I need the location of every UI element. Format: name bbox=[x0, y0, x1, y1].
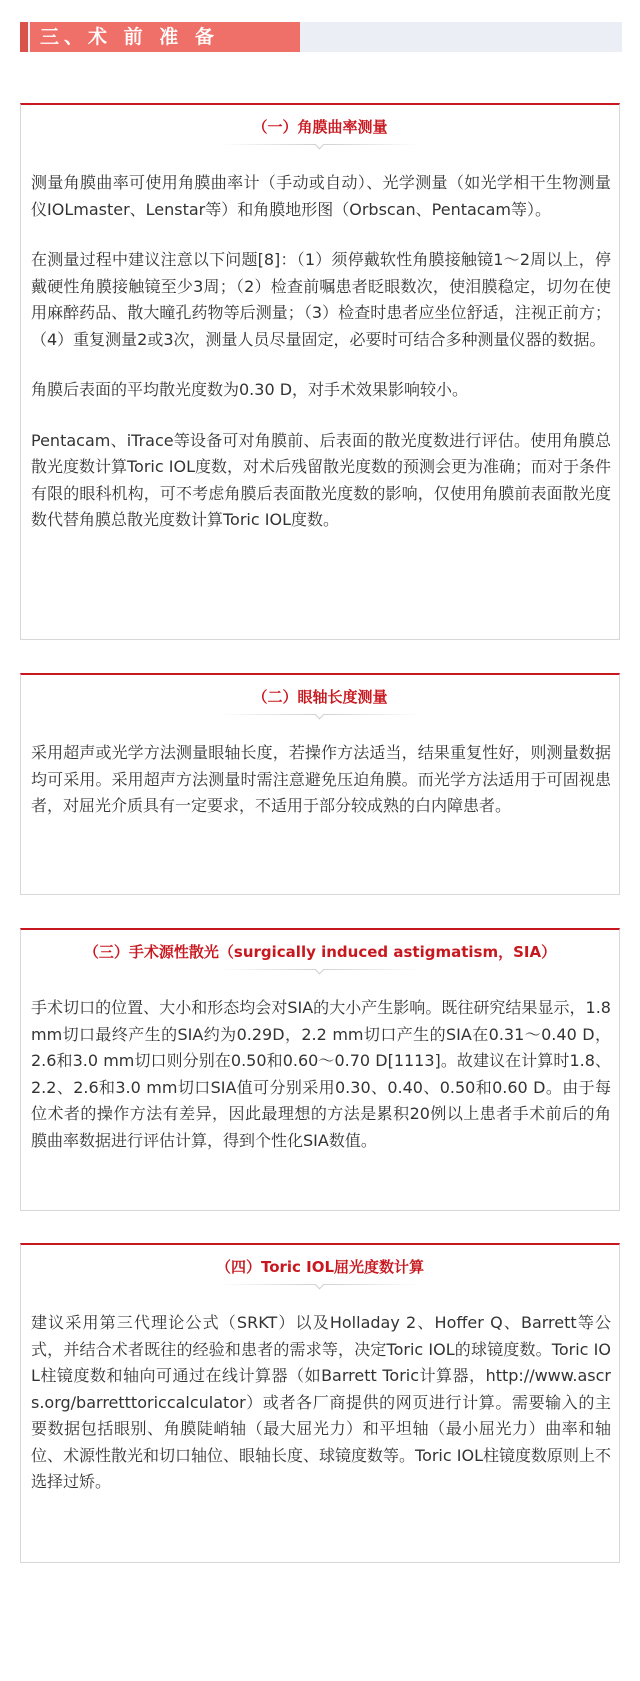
paragraph: 测量角膜曲率可使用角膜曲率计（手动或自动）、光学测量（如光学相干生物测量仪IOLmaster、Lenstar等）和角膜地形图（Orbscan、Pentacam等）。 bbox=[31, 173, 611, 219]
paragraph: 手术切口的位置、大小和形态均会对SIA的大小产生影响。既往研究结果显示，1.8 mm切口最终产生的SIA约为0.29D，2.2 mm切口产生的SIA在0.31～0.40 D，2.6和3.0 mm切口则分别在0.50和0.60～0.70 D[1113]。故建议在计算时1.8、2.2、2.6和3.0 mm切口SIA值可分别采用0.30、0.40、0.50和0.60 D。由于每位术者的操作方法有差异，因此最理想的方法是累积20例以上患者手术前后的角膜曲率数据进行评估计算，得到个性化SIA数值。 bbox=[31, 998, 611, 1150]
paragraph: Pentacam、iTrace等设备可对角膜前、后表面的散光度数进行评估。使用角膜总散光度数计算Toric IOL度数，对术后残留散光度数的预测会更为准确；而对于条件有限的眼科机构，可不考虑角膜后表面散光度数的影响，仅使用角膜前表面散光度数代替角膜总散光度数计算Toric IOL度数。 bbox=[31, 430, 611, 529]
paragraph: 采用超声或光学方法测量眼轴长度，若操作方法适当，结果重复性好，则测量数据均可采用。采用超声方法测量时需注意避免压迫角膜。而光学方法适用于可固视患者，对屈光介质具有一定要求，不适用于部分较成熟的白内障患者。 bbox=[31, 743, 611, 815]
card-title: （三）手术源性散光（surgically induced astigmatism，SIA） bbox=[83, 943, 557, 961]
header-accent-bar bbox=[20, 22, 28, 52]
card-axial-length bbox=[20, 673, 620, 895]
card-body bbox=[21, 1285, 619, 1496]
card-title: （四）Toric IOL屈光度数计算 bbox=[215, 1258, 425, 1276]
section-header bbox=[20, 22, 622, 52]
title-divider bbox=[220, 1284, 420, 1285]
card-body bbox=[21, 145, 619, 534]
section-title: 三、术 前 准 备 bbox=[40, 26, 219, 48]
card-title: （二）眼轴长度测量 bbox=[252, 688, 388, 706]
title-divider bbox=[220, 969, 420, 970]
paragraph: 建议采用第三代理论公式（SRKT）以及Holladay 2、Hoffer Q、Barrett等公式，并结合术者既往的经验和患者的需求等，决定Toric IOL的球镜度数。Toric IOL柱镜度数和轴向可通过在线计算器（如Barrett Toric计算器，http://www.ascrs.org/barretttoriccalculator）或者各厂商提供的网页进行计算。需要输入的主要数据包括眼别、角膜陡峭轴（最大屈光力）和平坦轴（最小屈光力）曲率和轴位、术源性散光和切口轴位、眼轴长度、球镜度数等。Toric IOL柱镜度数原则上不选择过矫。 bbox=[31, 1313, 611, 1491]
title-divider bbox=[220, 144, 420, 145]
card-title: （一）角膜曲率测量 bbox=[252, 118, 388, 136]
card-sia bbox=[20, 928, 620, 1211]
card-body bbox=[21, 715, 619, 820]
card-body bbox=[21, 970, 619, 1154]
card-toric-iol-calculation bbox=[20, 1243, 620, 1563]
paragraph: 角膜后表面的平均散光度数为0.30 D，对手术效果影响较小。 bbox=[31, 380, 469, 399]
title-divider bbox=[220, 714, 420, 715]
card-keratometry bbox=[20, 103, 620, 640]
paragraph: 在测量过程中建议注意以下问题[8]：（1）须停戴软性角膜接触镜1～2周以上，停戴硬性角膜接触镜至少3周；（2）检查前嘱患者眨眼数次，使泪膜稳定，切勿在使用麻醉药品、散大瞳孔药物等后测量；（3）检查时患者应坐位舒适，注视正前方；（4）重复测量2或3次，测量人员尽量固定，必要时可结合多种测量仪器的数据。 bbox=[31, 250, 611, 349]
